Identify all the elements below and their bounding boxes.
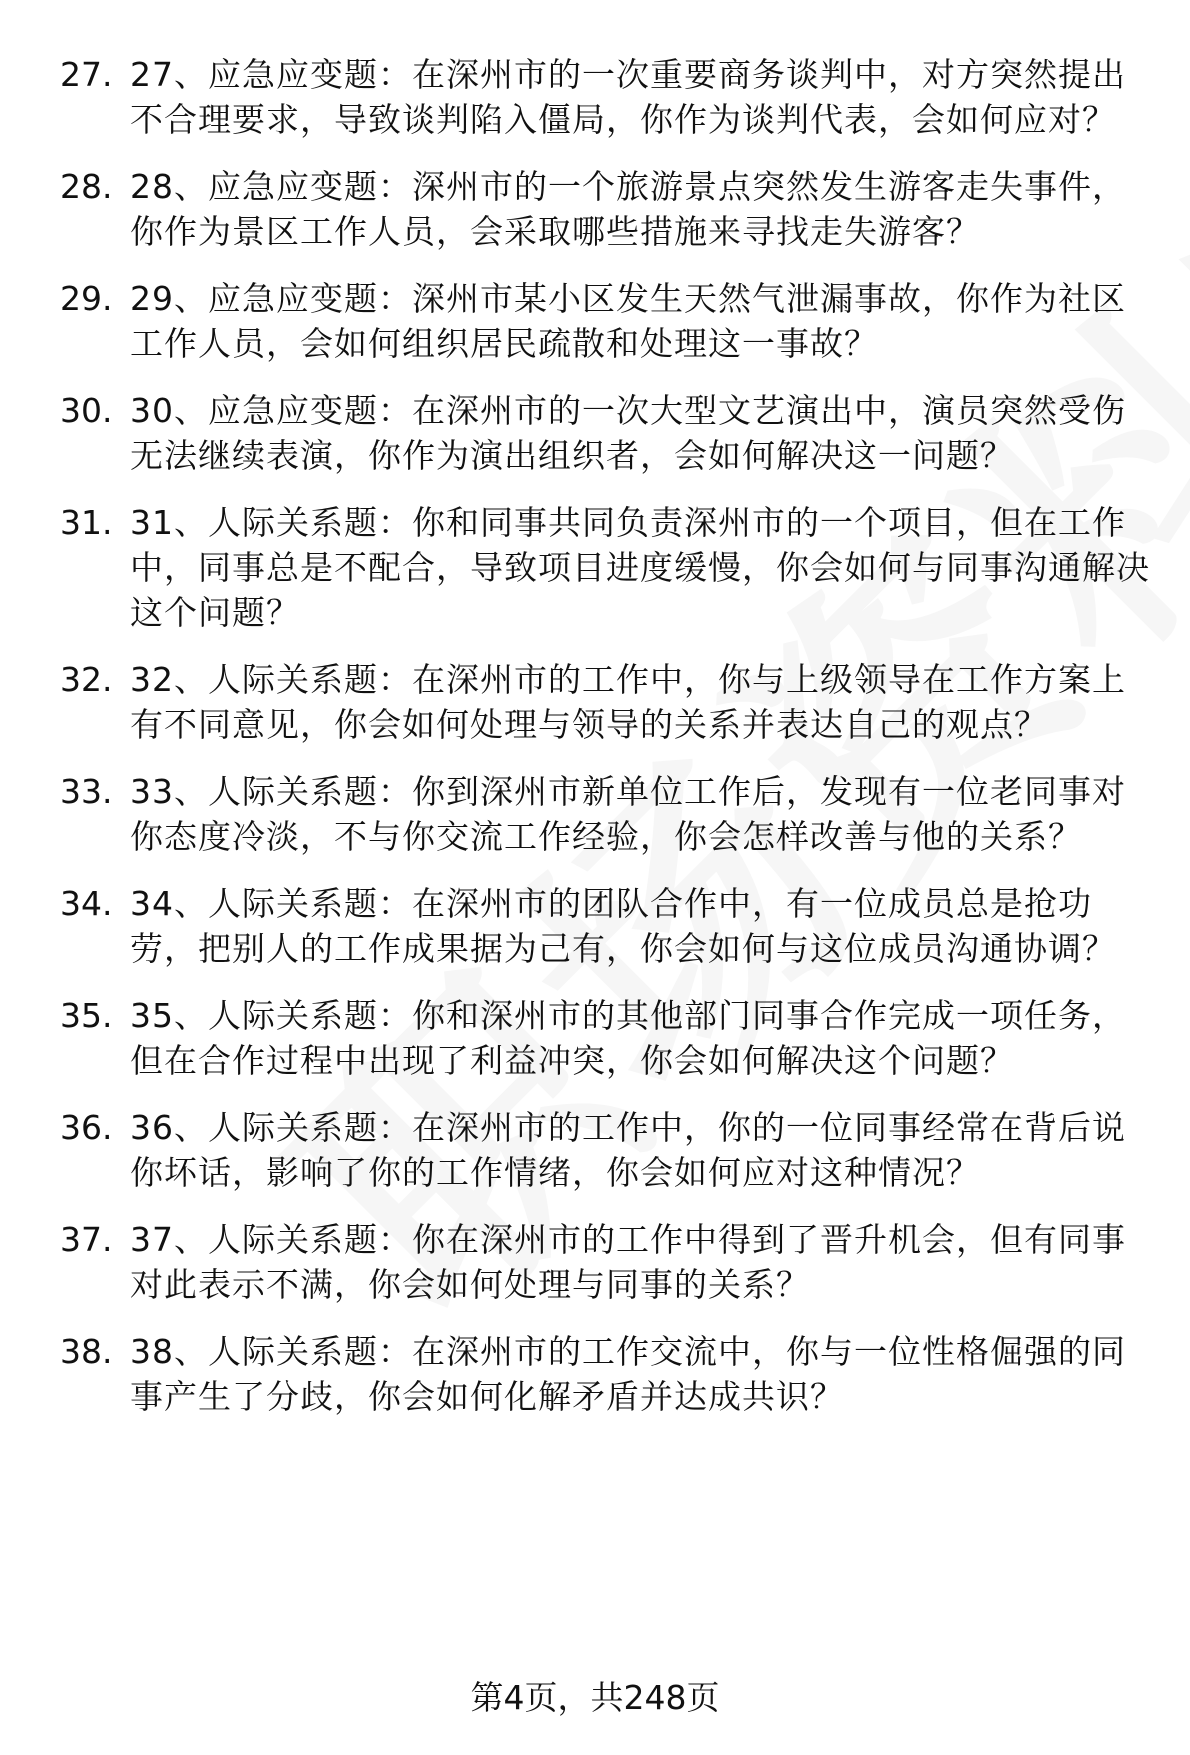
page-footer: 第4页，共248页	[470, 1678, 720, 1717]
question-number: 32.	[60, 660, 113, 699]
question-number: 34.	[60, 884, 113, 923]
list-item	[0, 164, 1190, 254]
list-item	[0, 1105, 1190, 1195]
question-text: 30、应急应变题：在深州市的一次大型文艺演出中，演员突然受伤无法继续表演，你作为演出组织者，会如何解决这一问题？	[130, 391, 1126, 475]
list-item	[0, 276, 1190, 366]
list-item	[0, 1329, 1190, 1419]
question-text: 36、人际关系题：在深州市的工作中，你的一位同事经常在背后说你坏话，影响了你的工作情绪，你会如何应对这种情况？	[130, 1108, 1126, 1192]
question-number: 31.	[60, 503, 113, 542]
question-text: 32、人际关系题：在深州市的工作中，你与上级领导在工作方案上有不同意见，你会如何处理与领导的关系并表达自己的观点？	[130, 660, 1126, 744]
question-text: 31、人际关系题：你和同事共同负责深州市的一个项目，但在工作中，同事总是不配合，导致项目进度缓慢，你会如何与同事沟通解决这个问题？	[130, 503, 1150, 632]
question-number: 37.	[60, 1220, 113, 1259]
list-item	[0, 388, 1190, 478]
question-text: 37、人际关系题：你在深州市的工作中得到了晋升机会，但有同事对此表示不满，你会如何处理与同事的关系？	[130, 1220, 1126, 1304]
question-text: 29、应急应变题：深州市某小区发生天然气泄漏事故，你作为社区工作人员，会如何组织居民疏散和处理这一事故？	[130, 279, 1126, 363]
list-item	[0, 500, 1190, 635]
question-text: 38、人际关系题：在深州市的工作交流中，你与一位性格倔强的同事产生了分歧，你会如何化解矛盾并达成共识？	[130, 1332, 1126, 1416]
question-number: 33.	[60, 772, 113, 811]
question-number: 27.	[60, 55, 113, 94]
question-text: 28、应急应变题：深州市的一个旅游景点突然发生游客走失事件，你作为景区工作人员，会采取哪些措施来寻找走失游客？	[130, 167, 1126, 251]
question-number: 30.	[60, 391, 113, 430]
list-item	[0, 769, 1190, 859]
list-item	[0, 1217, 1190, 1307]
question-number: 28.	[60, 167, 113, 206]
list-item	[0, 657, 1190, 747]
question-text: 34、人际关系题：在深州市的团队合作中，有一位成员总是抢功劳，把别人的工作成果据为己有，你会如何与这位成员沟通协调？	[130, 884, 1116, 968]
list-item	[0, 993, 1190, 1083]
question-text: 33、人际关系题：你到深州市新单位工作后，发现有一位老同事对你态度冷淡，不与你交流工作经验，你会怎样改善与他的关系？	[130, 772, 1126, 856]
list-item	[0, 52, 1190, 142]
question-number: 38.	[60, 1332, 113, 1371]
question-text: 35、人际关系题：你和深州市的其他部门同事合作完成一项任务，但在合作过程中出现了利益冲突，你会如何解决这个问题？	[130, 996, 1126, 1080]
list-item	[0, 881, 1190, 971]
question-number: 36.	[60, 1108, 113, 1147]
question-text: 27、应急应变题：在深州市的一次重要商务谈判中，对方突然提出不合理要求，导致谈判陷入僵局，你作为谈判代表，会如何应对？	[130, 55, 1126, 139]
question-number: 29.	[60, 279, 113, 318]
question-number: 35.	[60, 996, 113, 1035]
question-list	[0, 52, 1190, 1441]
